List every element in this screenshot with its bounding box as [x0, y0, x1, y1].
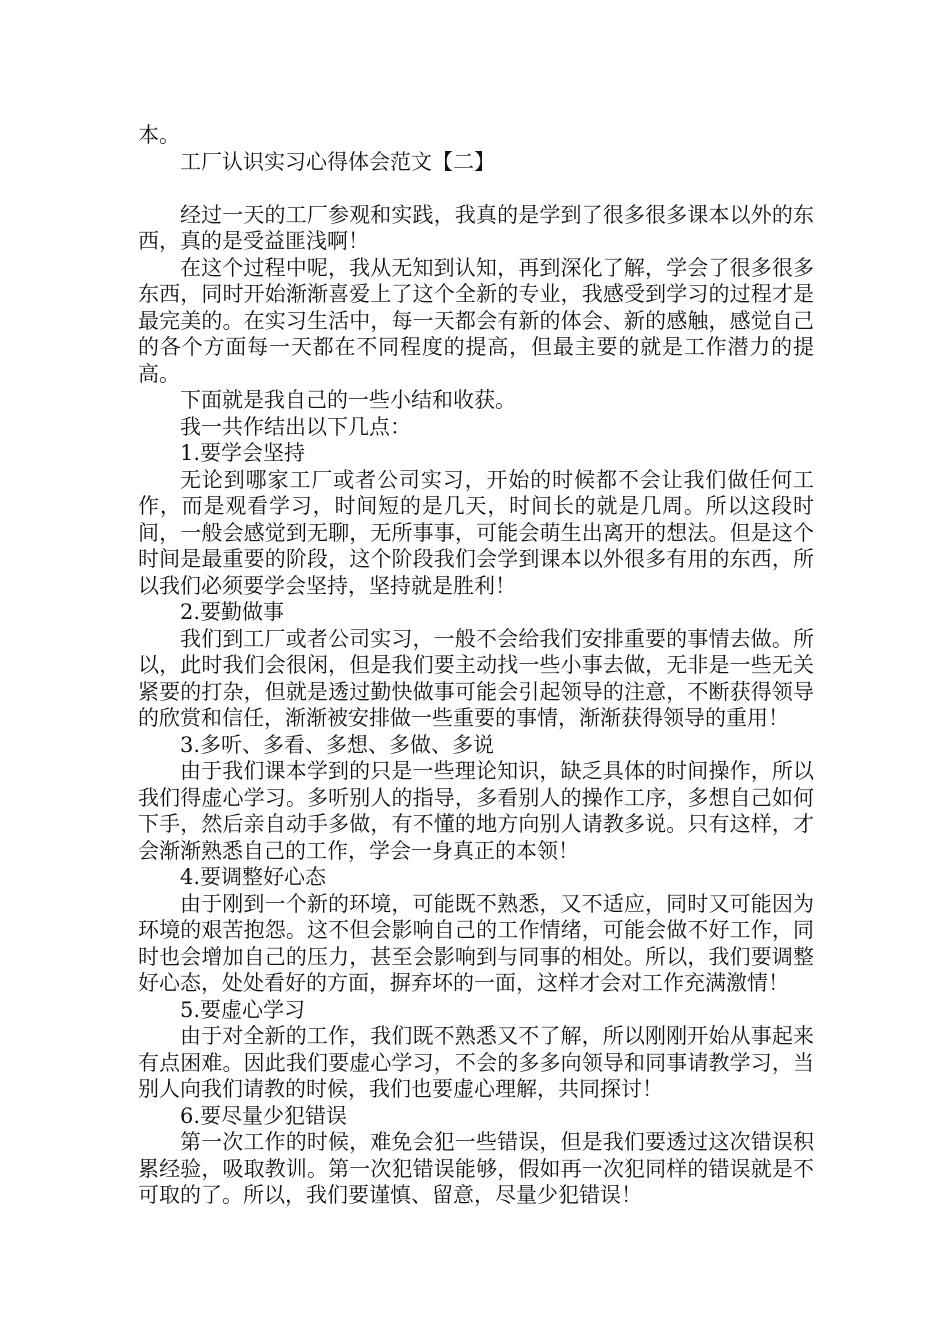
section-title-4: 4.要调整好心态	[180, 865, 327, 889]
paragraph-process: 在这个过程中呢，我从无知到认知，再到深化了解，学会了很多很多东西，同时开始渐渐喜爱上了这个全新的专业，我感受到学习的过程才是最完美的。在实习生活中，每一天都会有新的体会、新的感触，感觉自己的各个方面每一天都在不同程度的提高，但最主要的就是工作潜力的提高。	[138, 255, 814, 386]
blank-line	[138, 175, 814, 202]
paragraph-points-intro: 我一共作结出以下几点：	[180, 414, 411, 439]
paragraph-summary-intro: 下面就是我自己的一些小结和收获。	[180, 388, 516, 412]
section-body-5: 由于对全新的工作，我们既不熟悉又不了解，所以刚刚开始从事起来有点困难。因此我们要虚心学习，不会的多多向领导和同事请教学习，当别人向我们请教的时候，我们也要虚心理解，共同探讨！	[138, 1024, 814, 1101]
section-body-3: 由于我们课本学到的只是一些理论知识，缺乏具体的时间操作，所以我们得虚心学习。多听别人的指导，多看别人的操作工序，多想自己如何下手，然后亲自动手多做，有不懂的地方向别人请教多说。只有这样，才会渐渐熟悉自己的工作，学会一身真正的本领！	[138, 759, 814, 863]
section-body-4: 由于刚到一个新的环境，可能既不熟悉，又不适应，同时又可能因为环境的艰苦抱怨。这不但会影响自己的工作情绪，可能会做不好工作，同时也会增加自己的压力，甚至会影响到与同事的相处。所以，我们要调整好心态，处处看好的方面，摒弃坏的一面，这样才会对工作充满激情！	[138, 891, 814, 995]
document-heading: 工厂认识实习心得体会范文【二】	[180, 149, 495, 174]
section-body-2: 我们到工厂或者公司实习，一般不会给我们安排重要的事情去做。所以，此时我们会很闲，但是我们要主动找一些小事去做，无非是一些无关紧要的打杂，但就是透过勤快做事可能会引起领导的注意，不断获得领导的欣赏和信任，渐渐被安排做一些重要的事情，渐渐获得领导的重用！	[138, 626, 814, 730]
section-title-2: 2.要勤做事	[180, 600, 285, 624]
section-title-1: 1.要学会坚持	[180, 441, 306, 465]
lead-fragment: 本。	[138, 123, 180, 147]
section-title-5: 5.要虚心学习	[180, 997, 306, 1022]
section-body-6: 第一次工作的时候，难免会犯一些错误，但是我们要透过这次错误积累经验，吸取教训。第一次犯错误能够，假如再一次犯同样的错误就是不可取的了。所以，我们要谨慎、留意，尽量少犯错误！	[138, 1130, 814, 1207]
section-body-1: 无论到哪家工厂或者公司实习，开始的时候都不会让我们做任何工作，而是观看学习，时间短的是几天，时间长的就是几周。所以这段时间，一般会感觉到无聊，无所事事，可能会萌生出离开的想法。但是这个时间是最重要的阶段，这个阶段我们会学到课本以外很多有用的东西，所以我们必须要学会坚持，坚持就是胜利！	[138, 467, 814, 598]
section-title-6: 6.要尽量少犯错误	[180, 1103, 348, 1128]
paragraph-intro: 经过一天的工厂参观和实践，我真的是学到了很多很多课本以外的东西，真的是受益匪浅啊！	[138, 202, 814, 253]
document-body	[138, 122, 814, 1209]
section-title-3: 3.多听、多看、多想、多做、多说	[180, 732, 495, 757]
